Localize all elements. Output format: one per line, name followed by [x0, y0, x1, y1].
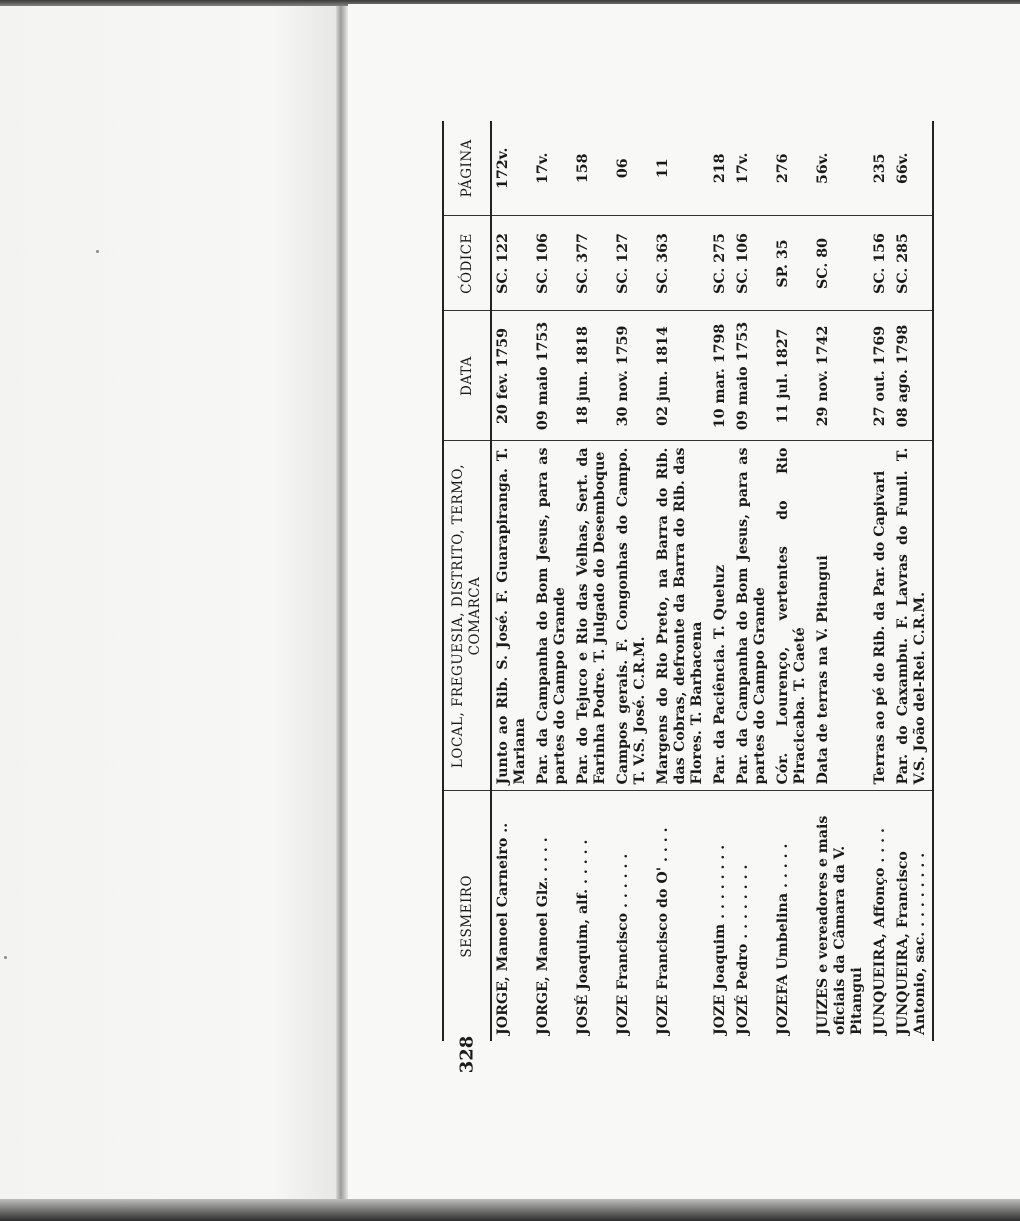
cell-local: Par. da Campanha do Bom Jesus, para as partes do Campo Grande	[532, 441, 572, 791]
cell-pagina: 56v.	[812, 121, 869, 216]
header-codice: CÓDICE	[443, 216, 491, 311]
cell-sesmeiro: JOSÉ Joaquim, alf. . . . . .	[575, 839, 591, 1035]
cell-sesmeiro: JOZE Francisco do O' . . . .	[655, 827, 671, 1035]
cell-pagina: 218	[709, 121, 732, 216]
cell-data: 27 out. 1769	[869, 311, 892, 441]
cell-codice: SC. 275	[709, 216, 732, 311]
cell-sesmeiro: JOZÉ Pedro . . . . . . . .	[735, 864, 751, 1035]
cell-data: 20 fev. 1759	[491, 311, 532, 441]
cell-sesmeiro: JOZE Francisco . . . . . .	[615, 853, 631, 1035]
cell-pagina: 235	[869, 121, 892, 216]
cell-codice: SC. 80	[812, 216, 869, 311]
cell-data: 08 ago. 1798	[892, 311, 933, 441]
cell-sesmeiro: JUNQUEIRA, Francisco Antonio, sac. . . . . . . . .	[892, 791, 933, 1041]
cell-data: 02 jun. 1814	[652, 311, 709, 441]
sesmaria-table-container	[442, 121, 1002, 1041]
rotated-table	[442, 121, 1002, 1041]
cell-local: Par. do Caxambu. F. Lavras do Funil. T. V.S. João del-Rei. C.R.M.	[892, 441, 933, 791]
cell-local: Cór. Lourenço, vertentes do Rio Piracicaba. T. Caeté	[772, 441, 812, 791]
cell-data: 11 jul. 1827	[772, 311, 812, 441]
cell-sesmeiro: JORGE, Manoel Carneiro ..	[495, 822, 511, 1035]
cell-local: Par. do Tejuco e Rio das Velhas, Sert. da Farinha Podre. T. Julgado do Desemboque	[572, 441, 612, 791]
cell-local: Data de terras na V. Pitangui	[812, 441, 869, 791]
table-row	[732, 121, 772, 1041]
book-gutter	[336, 6, 348, 1201]
cell-sesmeiro: JORGE, Manoel Glz. . . . .	[535, 837, 551, 1035]
cell-codice: SC. 127	[612, 216, 652, 311]
cell-sesmeiro: JUIZES e vereadores e mais oficiais da Câmara da V. Pitangui	[815, 815, 865, 1035]
cell-codice: SC. 285	[892, 216, 933, 311]
cell-pagina: 66v.	[892, 121, 933, 216]
cell-sesmeiro: JUNQUEIRA, Affonço . . . .	[872, 828, 888, 1035]
cell-local: Terras ao pé do Rib. da Par. do Capivari	[869, 441, 892, 791]
cell-pagina: 172v.	[491, 121, 532, 216]
cell-data: 10 mar. 1798	[709, 311, 732, 441]
table-row	[772, 121, 812, 1041]
cell-data: 18 jun. 1818	[572, 311, 612, 441]
cell-codice: SC. 122	[491, 216, 532, 311]
table-row	[532, 121, 572, 1041]
table-row	[491, 121, 532, 1041]
table-row	[572, 121, 612, 1041]
cell-local: Junto ao Rib. S. José. F. Guarapiranga. T. Mariana	[491, 441, 532, 791]
cell-pagina: 06	[612, 121, 652, 216]
cell-codice: SC. 377	[572, 216, 612, 311]
cell-sesmeiro: JOZEFA Umbelina . . . . .	[775, 843, 791, 1035]
cell-codice: SC. 363	[652, 216, 709, 311]
table-row	[812, 121, 869, 1041]
table-row	[709, 121, 732, 1041]
header-pagina: PÁGINA	[443, 121, 491, 216]
cell-codice: SC. 156	[869, 216, 892, 311]
cell-data: 30 nov. 1759	[612, 311, 652, 441]
cell-pagina: 276	[772, 121, 812, 216]
header-data: DATA	[443, 311, 491, 441]
paper-speck	[96, 250, 99, 253]
table-row	[612, 121, 652, 1041]
table-row	[652, 121, 709, 1041]
cell-data: 29 nov. 1742	[812, 311, 869, 441]
cell-pagina: 11	[652, 121, 709, 216]
cell-pagina: 158	[572, 121, 612, 216]
cell-codice: SC. 106	[532, 216, 572, 311]
cell-local: Margens do Rio Preto, na Barra do Rib. das Cobras, defronte da Barra do Rib. das Flores. T. Barbacena	[652, 441, 709, 791]
cell-local: Campos gerais. F. Congonhas do Campo. T. V.S. José. C.R.M.	[612, 441, 652, 791]
cell-codice: SP. 35	[772, 216, 812, 311]
scanned-page	[348, 4, 1020, 1202]
facing-blank-page	[0, 6, 340, 1201]
cell-pagina: 17v.	[532, 121, 572, 216]
header-sesmeiro: SESMEIRO	[443, 791, 491, 1041]
cell-sesmeiro: JOZE Joaquim . . . . . . . .	[712, 844, 728, 1035]
table-row	[869, 121, 892, 1041]
cell-data: 09 maio 1753	[532, 311, 572, 441]
cell-codice: SC. 106	[732, 216, 772, 311]
sesmaria-table	[442, 121, 934, 1041]
cell-local: Par. da Campanha do Bom Jesus, para as partes do Campo Grande	[732, 441, 772, 791]
scan-bottom-edge	[0, 1199, 1020, 1221]
cell-local: Par. da Paciência. T. Queluz	[709, 441, 732, 791]
cell-pagina: 17v.	[732, 121, 772, 216]
table-header-row	[443, 121, 491, 1041]
header-local: LOCAL, FREGUESIA, DISTRITO, TERMO, COMARCA	[443, 441, 491, 791]
paper-speck	[4, 956, 7, 959]
page-number: 328	[456, 1035, 478, 1074]
table-row	[892, 121, 933, 1041]
cell-data: 09 maio 1753	[732, 311, 772, 441]
